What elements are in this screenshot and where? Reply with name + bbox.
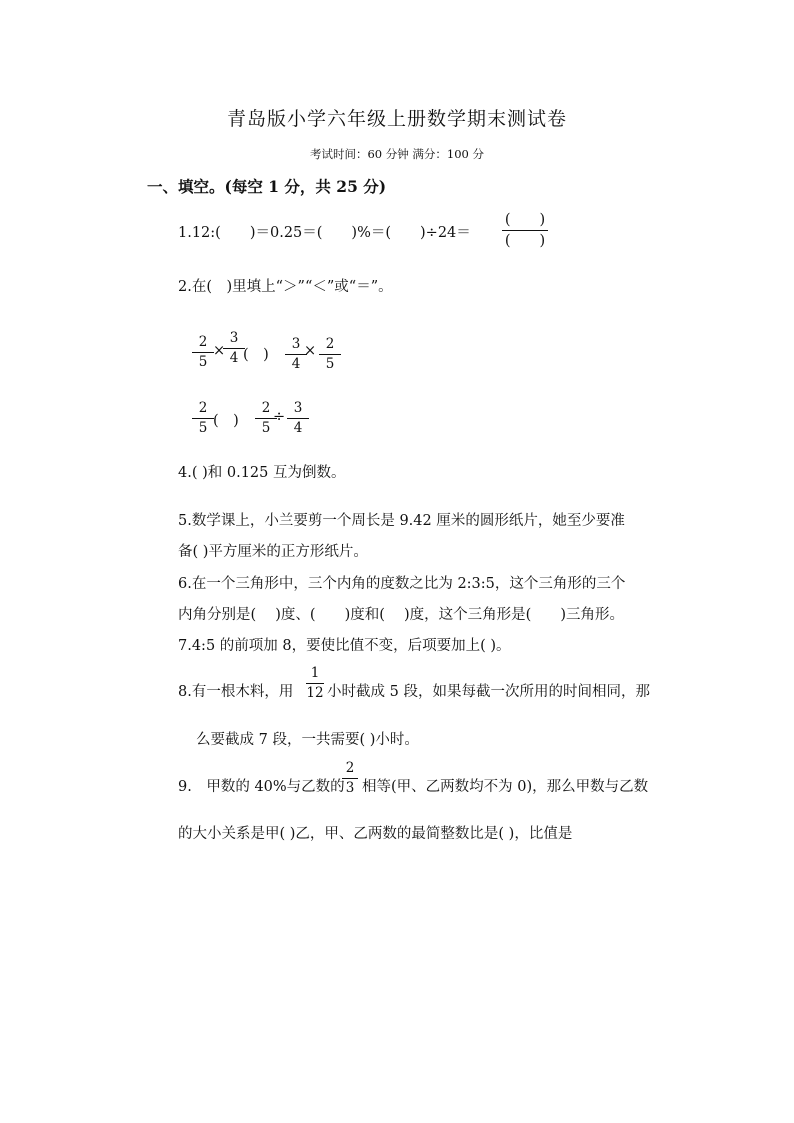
q9-suffix: 相等(甲、乙两数均不为 0)，那么甲数与乙数 [362,779,649,795]
fraction-numerator: 3 [293,400,303,416]
q9-prefix: 9. 甲数的 40%与乙数的 [178,779,345,795]
divide-sign: ÷ [273,409,286,425]
page-title: 青岛版小学六年级上册数学期末测试卷 [226,108,567,130]
fraction-denominator: 4 [293,420,303,436]
fraction-denominator: 5 [198,420,208,436]
q9-fraction [340,760,360,796]
q9-line-2: 的大小关系是甲( )乙，甲、乙两数的最简整数比是( )，比值是 [178,826,573,842]
q6-line-2: 内角分别是( )度、( )度和( )度，这个三角形是( )三角形。 [178,607,624,623]
q6-line-1: 6.在一个三角形中，三个内角的度数之比为 2:3:5，这个三角形的三个 [178,576,626,592]
fraction-numerator: 2 [345,760,355,776]
fraction-numerator: 2 [325,336,335,352]
fraction-bar [306,683,324,684]
fraction-numerator: 1 [310,665,320,681]
fraction-denominator: 12 [306,685,324,701]
q2-r1-fraction-d [317,336,343,372]
times-sign: × [304,343,317,359]
fraction-numerator: ( ) [504,212,546,228]
fraction-denominator: 4 [229,350,239,366]
comparison-blank: ( ) [213,413,239,429]
fraction-bar [342,778,358,779]
fraction-bar [192,418,214,419]
q8-prefix: 8.有一根木料，用 [178,684,294,700]
fraction-denominator: 5 [325,356,335,372]
comparison-blank: ( ) [243,347,269,363]
q1-fraction [502,212,548,249]
fraction-denominator: 3 [345,780,355,796]
q8-line-2: 么要截成 7 段，一共需要( )小时。 [196,732,419,748]
section-heading: 一、填空。(每空 1 分，共 25 分) [147,177,387,196]
times-sign: × [213,343,226,359]
fraction-bar [223,348,245,349]
q2-text: 2.在( )里填上“＞”“＜”或“＝”。 [178,279,393,295]
fraction-bar [502,230,548,231]
fraction-denominator: 4 [291,356,301,372]
question-7: 7.4:5 的前项加 8，要使比值不变，后项要加上( )。 [178,638,511,654]
fraction-bar [287,418,309,419]
q5-line-2: 备( )平方厘米的正方形纸片。 [178,544,368,560]
q5-line-1: 5.数学课上，小兰要剪一个周长是 9.42 厘米的圆形纸片，她至少要准 [178,513,625,529]
q1-text: 1.12:( )＝0.25＝( )%＝( )÷24＝ [178,225,471,241]
q2-r2-fraction-c [285,400,311,436]
fraction-denominator: 5 [198,354,208,370]
fraction-numerator: 3 [229,330,239,346]
fraction-bar [319,354,341,355]
fraction-denominator: 5 [261,420,271,436]
fraction-denominator: ( ) [504,233,546,249]
fraction-bar [192,352,214,353]
q8-suffix: 小时截成 5 段，如果每截一次所用的时间相同，那 [327,684,650,700]
exam-info: 考试时间：60 分钟 满分：100 分 [309,147,485,161]
fraction-numerator: 2 [198,400,208,416]
fraction-numerator: 2 [198,334,208,350]
q8-fraction [304,665,326,701]
fraction-numerator: 3 [291,336,301,352]
question-4: 4.( )和 0.125 互为倒数。 [178,465,346,481]
fraction-numerator: 2 [261,400,271,416]
